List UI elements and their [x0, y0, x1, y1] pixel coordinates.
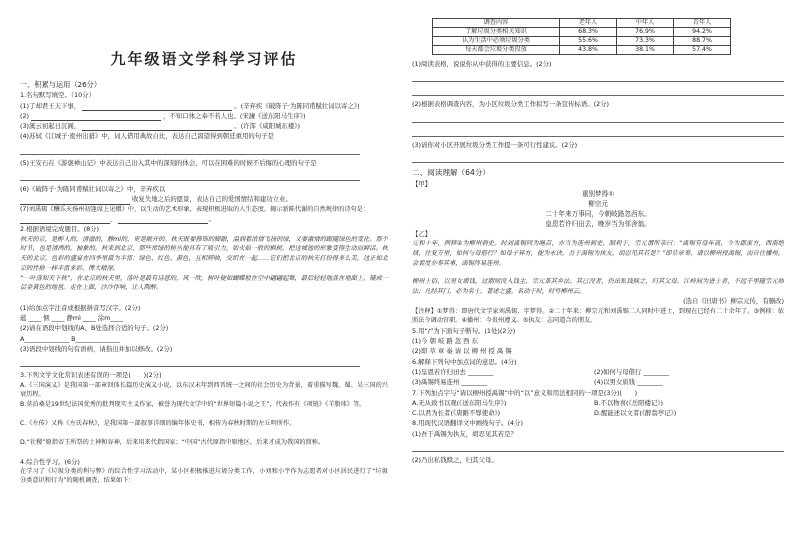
- q1-1-blank[interactable]: [82, 102, 232, 111]
- table-header-cell: 调查内容: [433, 19, 560, 28]
- q2-2: (2)请在语段中划线的A、B处选择合适的句子。(2分): [20, 324, 169, 333]
- table-cell: 88.7%: [674, 37, 731, 46]
- q2-passage-2: “一叶落知天下秋”，在北京的秋天里，落叶是最有诗意的。风一吹，树叶便如蝴蝶般在空中翩翩起舞，最后轻轻地落在地面上，铺成一层金黄色的地毯。走在上面，沙沙作响，让人陶醉。: [20, 274, 388, 292]
- q1-2-blank[interactable]: [31, 112, 161, 121]
- q4-1: (1)阅读表格，说说你从中获得的主要信息。(2分): [412, 60, 552, 68]
- q4-passage: 在学习了《垃圾分类的利与弊》的综合性学习活动中，某小区积极推进垃圾分类工作，小刘和小宇作为志愿者对小区居民进行了“垃圾分类意识和行为”的随机调查，结果如下：: [20, 467, 388, 485]
- q1-line-1: [20, 101, 388, 111]
- table-row: [433, 28, 731, 37]
- q5-item-1[interactable]: (1)今 朝 岐 路 忽 西 东: [412, 337, 478, 346]
- poem-line-1: 二十年来万事同，今朝岐路忽西东。: [545, 210, 651, 219]
- q1-7-blanks: ， 。: [20, 214, 388, 224]
- q1-1-prefix: (1)了却君王天下事，: [20, 101, 81, 110]
- q2-3: (3)语段中划线的句有语病，请指出并加以修改。(2分): [20, 344, 173, 353]
- table-row: [433, 46, 731, 55]
- q1-5-answer-line[interactable]: [20, 170, 360, 181]
- q1-6-prefix: (6)《破阵子·为陈同甫赋壮词以寄之》中，辛弃疾以: [20, 184, 166, 193]
- q1-3-suffix: 。(许浑《咸阳城东楼》): [234, 122, 300, 131]
- passage-yi-label: 【乙】: [412, 230, 432, 239]
- table-cell: 76.9%: [617, 28, 674, 37]
- q4-2: (2)根据表格调查内容，为小区垃圾分类工作拟写一条宣传标语。(2分): [412, 100, 610, 109]
- passage-jia-label: 【甲】: [412, 179, 432, 188]
- q3-option-d[interactable]: D.“社稷”原指帝王所祭的土神和谷神，后来用来代指国家；“中国”古代原指中原地区，后来才成为我国的简称。: [20, 438, 325, 446]
- q1-line-6: [20, 184, 388, 194]
- section-1-heading: 一、积累与运用（26分）: [20, 80, 102, 89]
- q5-heading: 5.用“/”为下面句子断句。(1处)(2分): [412, 326, 516, 335]
- poem-line-2: 皇恩若许归田去，晚岁当为邻舍翁。: [545, 220, 651, 229]
- q2-1-blanks[interactable]: 蕴 ____ 惬 ____ 静mì ____ 涂m____: [20, 314, 124, 323]
- q6-row-1: [412, 367, 784, 377]
- q8-item-1: (1)吾于禹锡为执友，胡忍见其若是？: [412, 429, 517, 438]
- passage-yi-text-2: 柳州土俗，以男女质钱，过期则没入钱主，宗元革其乡法。其已没者，仍出私钱赎之，归其父母。江岭间为进士者，不远千里随宗元师法；凡经其门，必为名士。著述之盛，名动于时，时号柳州云。: [412, 278, 784, 296]
- table-cell: 每天都会垃圾分类投放: [433, 46, 560, 55]
- survey-table-header: [433, 19, 731, 28]
- table-cell: 73.3%: [617, 37, 674, 46]
- survey-table: [432, 18, 731, 55]
- q1-6-suffix: 收复失地之后的愿景，表达自己的爱国情结和建功立业。: [132, 195, 292, 204]
- poem-author: 柳宗元: [588, 200, 608, 209]
- q3-heading: 3.下列文学文化常识表述有误的一项是( )(2分): [20, 371, 162, 380]
- q1-line-4: (4)苏轼《江城子·密州出猎》中，词人借用典故自比，表达自己渴望得到朝廷重用的句子是: [20, 132, 274, 141]
- q4-heading: 4.综合性学习。(6分): [20, 457, 80, 466]
- q1-line-5: (5)王安石在《游褒禅山记》中表达自己出入其中的深刻的体会，可以在困难的时候不后悔的心理的句子是: [20, 158, 317, 167]
- q2-3-answer-line[interactable]: [20, 356, 360, 367]
- q1-7-blank-1[interactable]: [20, 215, 110, 224]
- table-cell: 38.1%: [617, 46, 674, 55]
- q3-option-c[interactable]: C.《左传》又称《左氏春秋》，是我国第一部叙事详细的编年体史书，相传为春秋时期的左丘明所作。: [20, 419, 296, 427]
- q1-3-prefix: (3)溪云初起日沉阁，: [20, 122, 81, 131]
- q8-1-answer-line[interactable]: [412, 441, 784, 452]
- passage-yi-text: 元和十年，例移②为柳州刺史。时刘禹锡同为绳召，亦当为连州刺史、制利于，宗元谓所亲曰：“禹锡有母年高，今为郡蛮方，西南绝域，往复万里，如何与母偕行？如母子异方，便为永诀。吾于禹锡为执友，胡忍见其若是？”即草章奏，请以柳州授禹锡，而自往播州。会裴度亦奏其事，禹锡终易连州。: [412, 240, 784, 267]
- table-header-cell: 青年人: [674, 19, 731, 28]
- q7-heading: 7.下列加点字与“请以柳州授禹锡”中的“以”意义和用法相同的一项是(3分)( ): [412, 388, 638, 397]
- q4-1-answer-line[interactable]: [412, 85, 784, 96]
- q1-line-7: (7)刘禹锡《酬乐天扬州初逢席上见赠》中，以生动的艺术形象，表现积极进取的人生态度，揭示新陈代谢的自然规律的诗句是：: [20, 205, 370, 213]
- q7-option-c[interactable]: C.以君为长者(《唐雎不辱使命》): [412, 409, 501, 418]
- q1-6-blank[interactable]: [20, 196, 130, 205]
- q1-line-6b: [20, 194, 388, 204]
- q6-item-3[interactable]: (3)禹锡终易连州 ________: [412, 378, 487, 387]
- table-cell: 57.4%: [674, 46, 731, 55]
- q4-3: (3)请你对小区开展垃圾分类工作提一条可行性建议。(2分): [412, 140, 578, 149]
- q1-3-blank[interactable]: [82, 122, 232, 131]
- q2-heading: 2.根据语境完成题目。(8分): [20, 225, 100, 234]
- q6-item-4[interactable]: (4)以男女质钱 ________: [594, 378, 663, 387]
- left-column: [20, 18, 388, 486]
- q7-option-b[interactable]: B.不以物喜(《岳阳楼记》): [594, 398, 663, 407]
- q3-option-b[interactable]: B.莫泊桑是19世纪法国优秀的批判现实主义作家，被誉为现代文学中的“世界短篇小说之王”，代表作有《项链》《羊脂球》等。: [20, 400, 366, 408]
- table-row: [433, 37, 731, 46]
- q1-heading: 1.名句默写填空。（10分）: [20, 91, 95, 100]
- q1-line-3: [20, 121, 388, 131]
- q6-item-2[interactable]: (2)如何与母偕行 ________: [594, 367, 670, 376]
- poem-title: 重别梦得①: [581, 190, 615, 199]
- section-2-heading: 二、阅读理解（64分）: [412, 167, 491, 177]
- q1-4-answer-line[interactable]: [20, 144, 360, 155]
- q7-row-1: [412, 398, 784, 408]
- table-cell: 认为生活中必须垃圾分类: [433, 37, 560, 46]
- q6-row-2: [412, 377, 784, 387]
- q2-passage-1: 秋天的京，是醉人的，清澈的，静mì的，更是敞开的。秋天既要修饰的脚跟，温润着浓情飞扬的绿，又要激情的跟随绿色的变化。那个时节，也是清洌的，抽象的。秋来到北京，那些常绿的树丛便具有了吸引力，如火焰一般的枫树，把这城池的形象变得生动而鲜活。秋天的北京，色彩的盛宴在四季里最为丰富：绿色、红色、黄色，互相辉映，交织在一起……它们把北京的秋天打扮得多么美，这正如北京的性格一样丰富多彩、博大精深。: [20, 235, 388, 272]
- q4-1-answer-line[interactable]: [412, 71, 784, 82]
- table-cell: 68.3%: [560, 28, 617, 37]
- q4-2-answer-line[interactable]: [412, 112, 784, 123]
- page-title: 九年级语文学科学习评估: [110, 50, 298, 68]
- q1-2-suffix: ，不知口体之奉不若人也。(宋濂《送东阳马生序》): [163, 111, 306, 120]
- q4-3-answer-line[interactable]: [412, 152, 784, 163]
- q2-2-blanks[interactable]: A______________ B______________: [20, 334, 121, 343]
- q1-7-blank-2[interactable]: [118, 215, 208, 224]
- q8-item-2: (2)乃出私钱赎之，归其父母。: [412, 456, 498, 465]
- q6-item-1[interactable]: (1)皇恩若许归田去 ________: [412, 367, 494, 376]
- table-cell: 了解垃圾分类相关知识: [433, 28, 560, 37]
- q8-heading: 8.用现代汉语翻译文中画线句子。(4分): [412, 419, 524, 428]
- q1-2-prefix: (2): [20, 111, 30, 120]
- q1-line-2: [20, 111, 388, 121]
- table-header-cell: 中年人: [617, 19, 674, 28]
- passage-source: (选自《旧唐书》柳宗元传，有删改): [683, 297, 784, 306]
- q2-1: (1)给加点字注音或根据拼音写汉字。(2分): [20, 303, 141, 312]
- q6-heading: 6.解释下列句中加点词的意思。(4分): [412, 357, 517, 366]
- passage-notes: 【注释】①梦得：即唐代文学家刘禹锡，字梦得。②二十年来：柳宗元和刘禹锡二人同时中进士，到现在已经有二十余年了。③例移：依照法令调动官职。④播州：今贵州遵义。⑤执友：志同道合的朋友。: [412, 307, 784, 325]
- q5-item-2[interactable]: (2)即 草 章 奏 请 以 柳 州 授 禹 锡: [412, 347, 512, 356]
- q7-option-d[interactable]: D.醒能述以文者(《醉翁亭记》): [594, 409, 677, 418]
- right-column: [412, 18, 784, 465]
- table-cell: 43.8%: [560, 46, 617, 55]
- table-header-cell: 老年人: [560, 19, 617, 28]
- q7-row-2: [412, 408, 784, 418]
- q4-2-answer-line[interactable]: [412, 126, 784, 137]
- q1-1-suffix: 。(辛弃疾《破阵子·为陈同甫赋壮词以寄之》): [234, 101, 360, 110]
- q7-option-a[interactable]: A.无从致书以观(《送东阳马生序》): [412, 398, 507, 407]
- table-cell: 55.6%: [560, 37, 617, 46]
- q3-option-a[interactable]: A.《三国演义》是我国第一部章回体长篇历史演义小说，以东汉末年到西晋统一之间的社会历史为背景，着重描写魏、蜀、吴三国的兴衰历程。: [20, 381, 388, 399]
- table-cell: 94.2%: [674, 28, 731, 37]
